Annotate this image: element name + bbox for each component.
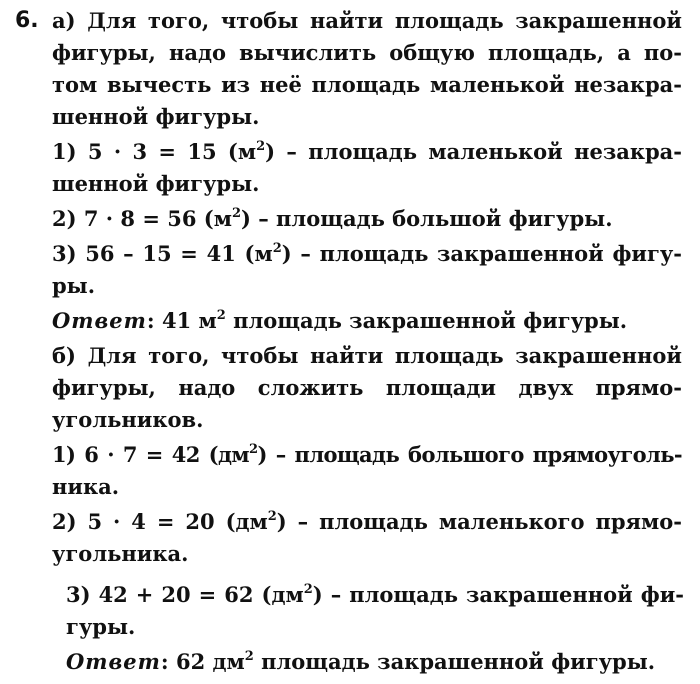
part-b-intro-line-1: б) Для того, чтобы найти площадь закрашенной: [52, 343, 682, 368]
step-text: ) – площадь большого прямоуголь-: [257, 442, 682, 467]
part-a-intro-line-2: фигуры, надо вычислить общую площадь, а по-: [52, 40, 682, 65]
step-text: 1) 6 · 7 = 42 (дм: [52, 442, 250, 467]
part-a-step-3-cont: ры.: [52, 273, 96, 298]
step-text: 3) 42 + 20 = 62 (дм: [66, 582, 304, 607]
step-text: 2) 7 · 8 = 56 (м: [52, 206, 232, 231]
step-text: 3) 56 – 15 = 41 (м: [52, 241, 273, 266]
step-text: ) – площадь маленького прямо-: [276, 509, 682, 534]
part-b-step-2-cont: угольника.: [52, 541, 189, 566]
answer-text: площадь закрашенной фигуры.: [225, 308, 628, 333]
problem-number: 6.: [15, 8, 39, 33]
step-text: ) – площадь маленькой незакра-: [265, 139, 682, 164]
exponent: 2: [216, 308, 226, 323]
part-b-step-2: [52, 507, 682, 537]
part-b-step-1: [52, 440, 682, 470]
step-text: 1) 5 · 3 = 15 (м: [52, 139, 257, 164]
part-b-answer: [66, 647, 655, 677]
exponent: 2: [267, 509, 277, 524]
part-a-step-1-cont: шенной фигуры.: [52, 171, 260, 196]
part-a-intro-line-4: шенной фигуры.: [52, 104, 260, 129]
part-b-step-1-cont: ника.: [52, 474, 120, 499]
exponent: 2: [272, 241, 282, 256]
answer-text: : 41 м: [146, 308, 217, 333]
answer-label: Ответ: [52, 308, 147, 333]
exponent: 2: [249, 442, 258, 457]
answer-text: : 62 дм: [160, 649, 245, 674]
part-a-answer: [52, 306, 627, 336]
exponent: 2: [244, 649, 254, 664]
part-a-step-2: [52, 204, 613, 234]
answer-label: Ответ: [66, 649, 161, 674]
part-a-intro-line-1: а) Для того, чтобы найти площадь закрашенной: [52, 8, 682, 33]
step-text: ) – площадь большой фигуры.: [241, 206, 613, 231]
part-b-step-3-cont: гуры.: [66, 614, 136, 639]
step-text: ) – площадь закрашенной фигу-: [281, 241, 682, 266]
part-a-step-1: [52, 137, 682, 167]
exponent: 2: [231, 206, 241, 221]
part-b-intro-line-2: фигуры, надо сложить площади двух прямо-: [52, 375, 682, 400]
exponent: 2: [303, 582, 313, 597]
exponent: 2: [256, 139, 266, 154]
part-a-intro-line-3: том вычесть из неё площадь маленькой незакра-: [52, 72, 682, 97]
step-text: ) – площадь закрашенной фи-: [312, 582, 684, 607]
part-a-step-3: [52, 239, 682, 269]
answer-text: площадь закрашенной фигуры.: [253, 649, 656, 674]
step-text: 2) 5 · 4 = 20 (дм: [52, 509, 268, 534]
part-b-step-3: [66, 580, 684, 610]
part-b-intro-line-3: угольников.: [52, 407, 204, 432]
